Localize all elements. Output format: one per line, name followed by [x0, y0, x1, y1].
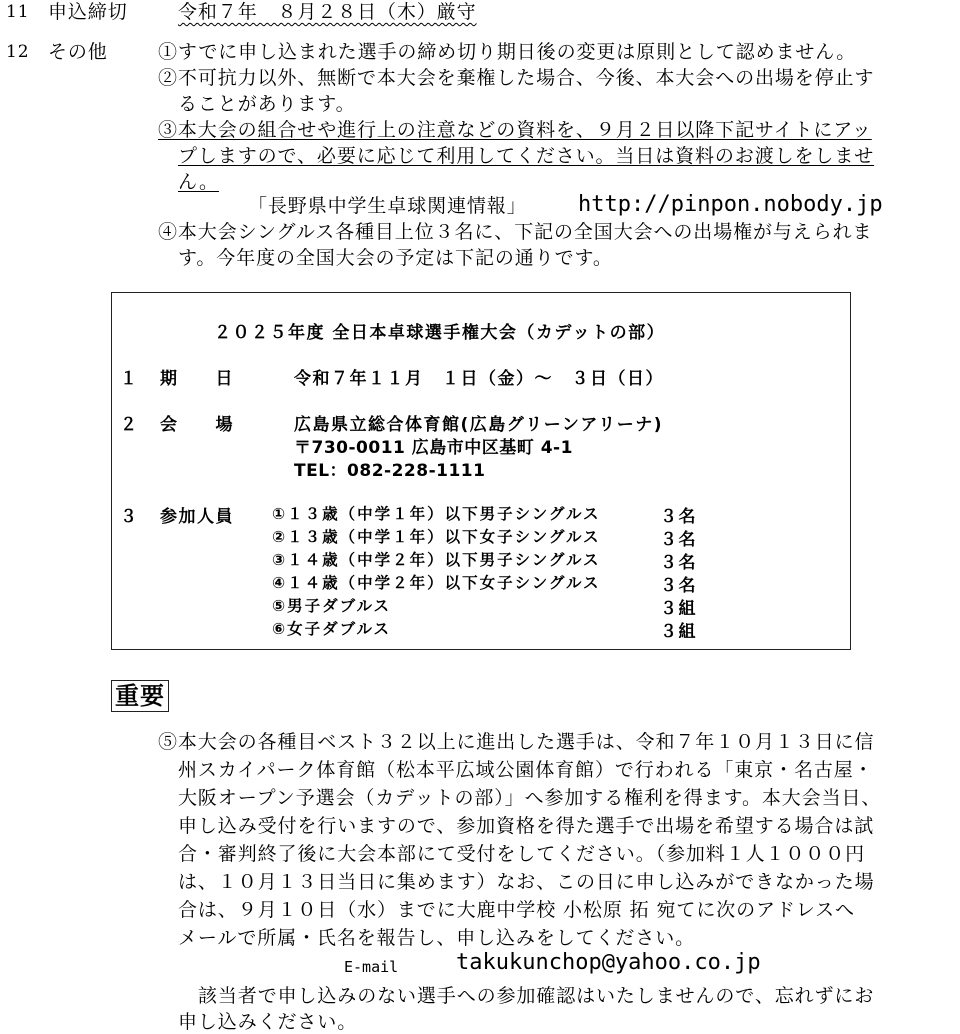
important-line-4: 申し込み受付を行いますので、参加資格を得た選手で出場を希望する場合は試: [178, 815, 875, 837]
important-line-8: メールで所属・氏名を報告し、申し込みをしてください。: [178, 927, 696, 949]
event-6-count: ３組: [660, 622, 697, 642]
row-2-number: ２: [120, 415, 139, 435]
note-2-line-1: ②不可抗力以外、無断で本大会を棄権した場合、今後、本大会への出場を停止す: [158, 67, 875, 89]
venue-address: 〒730-0011 広島市中区基町 4-1: [294, 438, 573, 458]
event-2-count: ３名: [660, 530, 697, 550]
championship-title: ２０２５年度 全日本卓球選手権大会（カデットの部）: [214, 323, 666, 343]
note-3-line-1: ③本大会の組合せや進行上の注意などの資料を、９月２日以降下記サイトにアッ: [158, 119, 872, 141]
venue-label: 会 場: [160, 415, 234, 435]
event-2-name: ②１３歳（中学１年）以下女子シングルス: [272, 528, 601, 546]
email-label: E-mail: [344, 958, 399, 976]
note-4-line-1: ④本大会シングルス各種目上位３名に、下記の全国大会への出場権が与えられま: [158, 221, 873, 243]
important-line-3: 大阪オープン予選会（カデットの部）」へ参加する権利を得ます。本大会当日、: [178, 787, 882, 809]
event-4-count: ３名: [660, 576, 697, 596]
important-line-2: 州スカイパーク体育館（松本平広域公園体育館）で行われる「東京・名古屋・: [178, 759, 874, 781]
event-3-name: ③１４歳（中学２年）以下男子シングルス: [272, 551, 601, 569]
row-1-number: １: [120, 369, 139, 389]
note-3-line-2: プしますので、必要に応じて利用してください。当日は資料のお渡しをしませ: [178, 145, 875, 167]
event-1-count: ３名: [660, 507, 697, 527]
event-3-count: ３名: [660, 553, 697, 573]
important-line-7: 合は、９月１０日（水）までに大鹿中学校 小松原 拓 宛てに次のアドレスへ: [178, 899, 855, 921]
closing-line-2: 申し込みください。: [178, 1011, 358, 1033]
date-label: 期 日: [160, 369, 234, 389]
important-line-5: 合・審判終了後に大会本部にて受付をしてください。（参加料１人１０００円: [178, 843, 866, 865]
event-5-name: ⑤男子ダブルス: [272, 597, 392, 615]
important-heading: 重要: [111, 680, 169, 712]
site-name: 「長野県中学生卓球関連情報」: [248, 195, 527, 217]
item-11-label: 申込締切: [48, 1, 128, 23]
email-address-link[interactable]: takukunchop@yahoo.co.jp: [456, 950, 761, 975]
participants-label: 参加人員: [160, 507, 234, 527]
event-1-name: ①１３歳（中学１年）以下男子シングルス: [272, 505, 601, 523]
event-4-name: ④１４歳（中学２年）以下女子シングルス: [272, 574, 601, 592]
event-6-name: ⑥女子ダブルス: [272, 620, 392, 638]
important-line-1: ⑤本大会の各種目ベスト３２以上に進出した選手は、令和７年１０月１３日に信: [158, 731, 875, 753]
event-5-count: ３組: [660, 599, 697, 619]
note-1: ①すでに申し込まれた選手の締め切り期日後の変更は原則として認めません。: [158, 41, 857, 63]
note-2-line-2: ることがあります。: [178, 93, 356, 115]
site-url-link[interactable]: http://pinpon.nobody.jp: [578, 192, 883, 217]
deadline-value: 令和７年 ８月２８日（木）厳守: [178, 1, 477, 23]
important-line-6: は、１０月１３日当日に集めます）なお、この日に申し込みができなかった場: [178, 871, 875, 893]
item-12-label: その他: [48, 41, 108, 63]
venue-phone: TEL：082-228-1111: [294, 461, 486, 481]
row-3-number: ３: [120, 507, 139, 527]
date-value: 令和７年１１月 １日（金）～ ３日（日）: [294, 369, 664, 389]
venue-name: 広島県立総合体育館(広島グリーンアリーナ): [294, 415, 664, 435]
item-11-number: 11: [6, 2, 30, 22]
note-3-line-3: ん。: [178, 171, 219, 193]
note-4-line-2: す。今年度の全国大会の予定は下記の通りです。: [178, 247, 613, 269]
closing-line-1: 該当者で申し込みのない選手への参加確認はいたしませんので、忘れずにお: [198, 985, 875, 1007]
item-12-number: 12: [6, 42, 30, 62]
